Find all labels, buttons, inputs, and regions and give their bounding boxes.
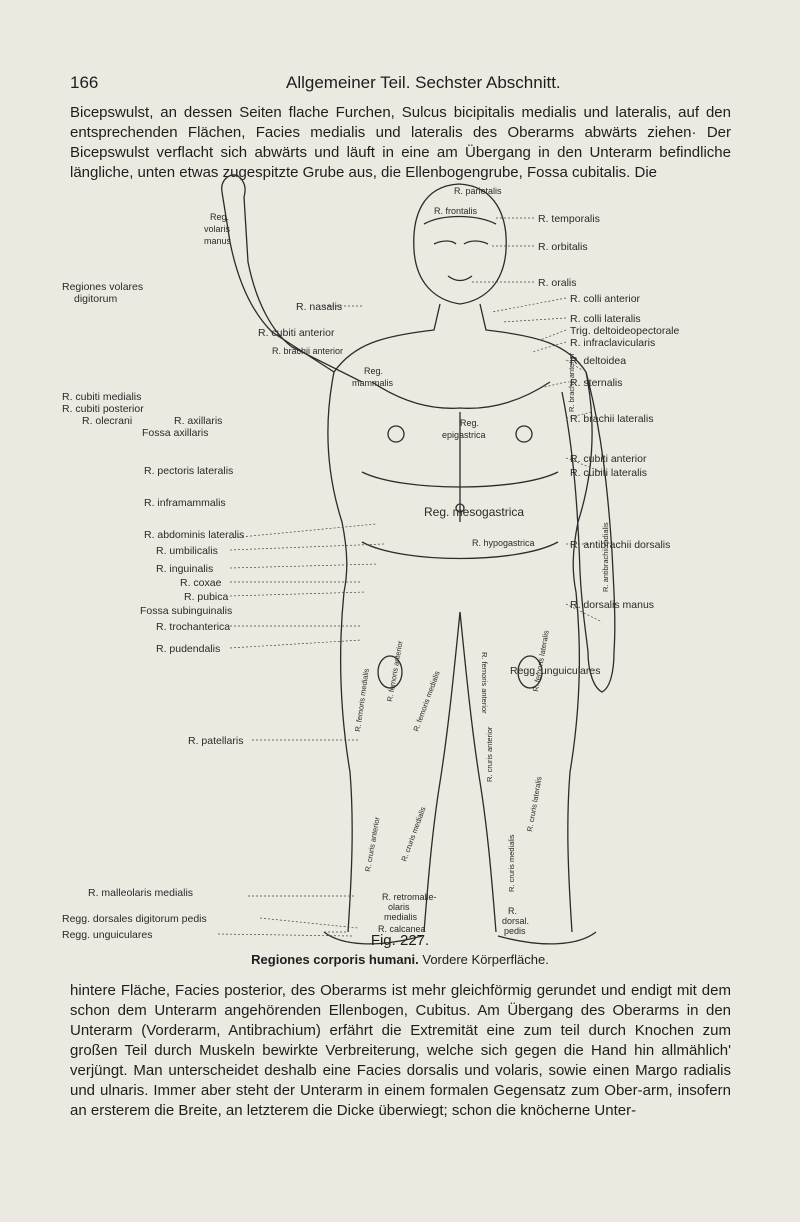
reg-epigastrica-2: epigastrica [442,430,486,440]
right-label-0: R. temporalis [538,213,600,225]
right-label-6: R. infraclavicularis [570,337,656,349]
running-head: Allgemeiner Teil. Sechster Abschnitt. [286,73,561,92]
torso-right [573,372,592,592]
paragraph-top: Bicepswulst, an dessen Seiten flache Furchen, Sulcus bicipitalis medialis und lateralis, auf den entsprechenden Flächen, Facies medialis und lateralis des Oberarms abwärts ziehen· Der Bicepswulst verflacht sich abwärts und läuft in eine am Übergang in den Unterarm befindliche längliche, unten etwas zugespitzte Grube aus, die Ellenbogengrube, Fossa cubitalis. Die [70,104,731,181]
left-label-15: R. pubica [184,591,229,603]
left-label-5: R. cubiti posterior [62,403,144,415]
right-label-2: R. oralis [538,277,577,289]
dorsal-pedis-1: R. [508,906,517,916]
femoris-anterior-left: R. femoris anterior [385,640,405,703]
page-header [70,73,730,99]
head-outline [414,184,506,304]
left-arm [222,192,334,372]
left-label-21: Regg. dorsales digitorum pedis [62,913,207,925]
figure-caption-bold: Regiones corporis humani. [251,952,419,967]
left-label-4: R. cubiti medialis [62,391,142,403]
right-label-9: R. brachii lateralis [570,413,654,425]
reg-mammalis-2: mammalis [352,378,394,388]
body-regions-illustration [62,172,740,960]
right-label-8: R. sternalis [570,377,623,389]
hand-manus-label: manus [204,236,232,246]
right-label-13: R. dorsalis manus [570,599,655,611]
cruris-medialis-right: R. cruris medialis [507,834,516,892]
left-label-3: R. cubiti anterior [258,327,335,339]
right-label-11: R. cubiti lateralis [570,467,648,479]
left-label-22: Regg. unguiculares [62,929,153,941]
right-label-10: R. cubiti anterior [570,453,647,465]
brachii-anterior-right: R. brachii anterior [567,352,576,412]
left-label-18: R. pudendalis [156,643,221,655]
figure-caption-rest: Vordere Körperfläche. [422,952,549,967]
hand-reg-label: Reg. [210,212,230,222]
cruris-anterior-right: R. cruris anterior [485,726,494,782]
left-label-0: Regiones volares [62,281,144,293]
left-shoulder [334,304,440,372]
left-label-12: R. umbilicalis [156,545,218,557]
left-label-11: R. abdominis lateralis [144,529,245,541]
femoris-medialis-right: R. femoris medialis [353,667,371,733]
brachii-anterior-label: R. brachii anterior [272,346,344,356]
left-leg-inner [424,612,460,932]
right-leg-outer [568,592,580,932]
antibrachii-radialis-label: R. antibrachii radialis [601,522,610,592]
left-label-2: R. nasalis [296,301,343,313]
left-label-7: R. axillaris [174,415,223,427]
right-label-1: R. orbitalis [538,241,588,253]
cruris-lateralis-label: R. cruris lateralis [525,775,544,833]
hypogastrica-label: R. hypogastrica [472,538,535,548]
parietalis-label: R. parietalis [454,186,502,196]
left-label-8: Fossa axillaris [142,427,209,439]
left-label-16: Fossa subinguinalis [140,605,233,617]
left-label-10: R. inframammalis [144,497,226,509]
cruris-medialis-label: R. cruris medialis [399,805,428,863]
torso-left [328,372,347,592]
right-label-7: R. deltoidea [570,355,627,367]
frontalis-label: R. frontalis [434,206,478,216]
femoris-medialis-left: R. femoris medialis [411,669,442,733]
right-label-12: R. antibrachii dorsalis [570,539,671,551]
right-label-5: Trig. deltoideopectorale [570,325,680,337]
left-label-17: R. trochanterica [156,621,231,633]
dorsal-pedis-2: dorsal. [502,916,530,926]
right-label-14: Regg. unguiculares [510,665,601,677]
dorsal-pedis-3: pedis [504,926,526,936]
left-label-19: R. patellaris [188,735,244,747]
calcanea-label: R. calcanea [378,924,426,934]
left-leg-outer [341,592,353,932]
paragraph-bottom: hintere Fläche, Facies posterior, des Oberarms ist mehr gleichförmig gerundet und endigt mit dem schon dem Unterarm angehörenden Ellenbogen, Cubitus. Am Übergang des Oberarms in den Unterarm (Vorderarm, Antibrachium) erfährt die Extremität eine zum teil durch Knochen zum großen Teil durch Muskeln bewirkte Verbreiterung, welche sich gegen die Hand hin allmählich' verjüngt. Man unterscheidet deshalb eine Facies dorsalis und volaris, sowie einen Margo radialis und ulnaris. Immer aber steht der Unterarm in einem formalen Gegensatz zum Ober-arm, insofern an ersterem die Breite, an letzterem die Dicke überwiegt; schon die knöcherne Unter- [70,982,731,1119]
reg-mesogastrica-label: Reg. mesogastrica [424,505,525,519]
femoris-anterior-right: R. femoris anterior [480,652,489,714]
left-label-6: R. olecrani [82,415,133,427]
left-label-1: digitorum [74,293,118,305]
hand-volaris-label: volaris [204,224,231,234]
left-label-14: R. coxae [180,577,222,589]
left-label-20: R. malleolaris medialis [88,887,194,899]
anatomy-figure [62,172,740,960]
right-label-4: R. colli lateralis [570,313,641,325]
figure-caption [0,952,800,967]
left-label-9: R. pectoris lateralis [144,465,234,477]
right-label-3: R. colli anterior [570,293,641,305]
femoris-lateralis-label: R. femoris lateralis [531,629,551,693]
retromalleolaris-3: medialis [384,912,418,922]
retromalleolaris-2: olaris [388,902,410,912]
reg-epigastrica-1: Reg. [460,418,480,428]
cruris-anterior-left: R. cruris anterior [363,816,382,873]
page-number: 166 [70,73,99,92]
reg-mammalis-1: Reg. [364,366,384,376]
retromalleolaris-1: R. retromalle- [382,892,437,902]
figure-number: Fig. 227. [370,932,430,949]
left-label-13: R. inguinalis [156,563,214,575]
